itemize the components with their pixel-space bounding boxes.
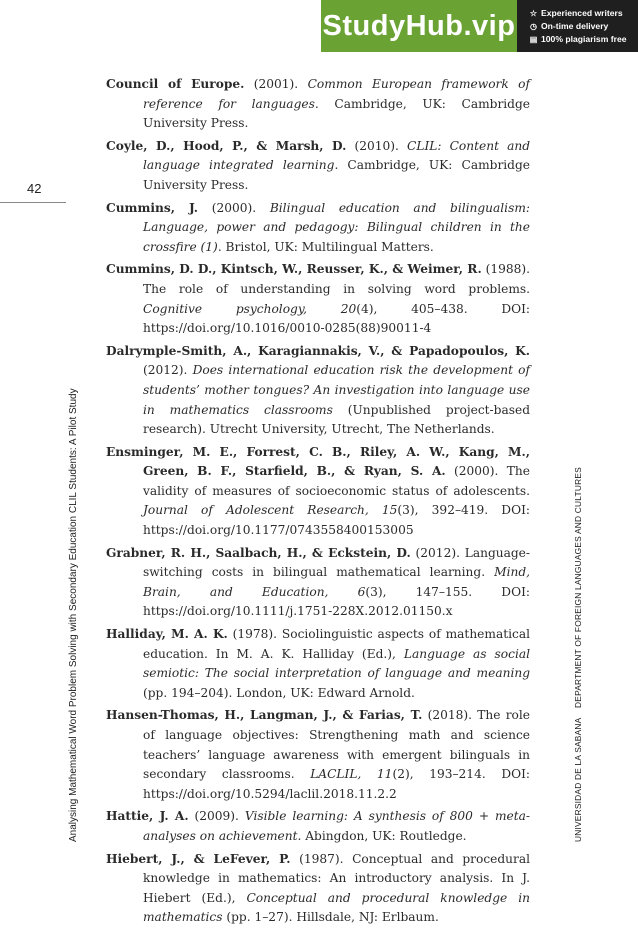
star-icon: ☆ [529, 8, 538, 18]
reference-year: (2000). [198, 200, 270, 215]
reference-year: (2010). [346, 138, 408, 153]
feature-text: Experienced writers [541, 8, 623, 18]
reference-title: Visible learning: A synthesis of 800 + meta-analyses on achievement [143, 809, 531, 843]
reference-entry [106, 137, 530, 196]
reference-source: Mind, Brain, and Education, 6 [143, 565, 530, 599]
reference-text: The role of language objectives: Strengthening math and science teachers’ language awareness with emergent bilinguals in secondary classrooms. [143, 708, 531, 782]
reference-authors: Ensminger, M. E., Forrest, C. B., Riley, A. W., Kang, M., Green, B. F., Starfield, B., & Ryan, S. A. [106, 444, 530, 479]
reference-title: CLIL: Content and language integrated learning [143, 138, 530, 173]
reference-year: (2009). [188, 809, 245, 824]
page-number-rule [0, 202, 66, 203]
clock-icon: ◷ [530, 21, 537, 31]
feature-item [529, 34, 638, 44]
reference-text: (Unpublished project-based research). Utrecht University, Utrecht, The Netherlands. [143, 402, 530, 437]
reference-details: (pp. 194–204). London, UK: Edward Arnold. [143, 685, 415, 700]
reference-authors: Hansen-Thomas, H., Langman, J., & Farias, T. [106, 708, 423, 723]
reference-authors: Hiebert, J., & LeFever, P. [106, 851, 291, 866]
reference-entry [106, 75, 530, 134]
reference-text: Language-switching costs in bilingual mathematical learning. [143, 545, 530, 580]
reference-year: (1988). [481, 262, 530, 277]
reference-text: . Cambridge, UK: Cambridge University Press. [143, 96, 530, 131]
reference-text: The role of understanding in solving word problems. [143, 281, 530, 296]
reference-entry [106, 544, 530, 622]
reference-text: . Abingdon, UK: Routledge. [297, 828, 467, 843]
reference-authors: Coyle, D., Hood, P., & Marsh, D. [106, 138, 347, 153]
reference-entry [106, 625, 530, 703]
feature-item [529, 21, 638, 31]
reference-text: . Bristol, UK: Multilingual Matters. [217, 239, 434, 254]
feature-list [517, 0, 638, 52]
reference-text: The validity of measures of socioeconomic status of adolescents. [143, 464, 530, 498]
promo-banner[interactable] [321, 0, 638, 52]
reference-title: Does international education risk the development of students’ mother tongues? An investigation into language use in mathematics classrooms [143, 363, 530, 417]
reference-year: (1978). [227, 627, 282, 642]
reference-entry [106, 706, 530, 804]
reference-year: (2000). [445, 464, 507, 479]
reference-entry [106, 260, 530, 338]
reference-year: (2001). [244, 77, 308, 91]
reference-title: Common European framework of reference for languages [143, 77, 531, 111]
reference-entry [106, 443, 530, 541]
reference-details: (3), 392–419. DOI: https://doi.org/10.1177/0743558400153005 [143, 503, 530, 538]
feature-text: On-time delivery [541, 21, 609, 31]
page-number: 42 [27, 181, 42, 196]
reference-year: (2018). [422, 708, 478, 723]
reference-text: Sociolinguistic aspects of mathematical education. In M. A. K. Halliday (Ed.), [143, 627, 530, 661]
reference-authors: Council of Europe. [106, 77, 245, 91]
brand-logo[interactable]: StudyHub.vip [321, 0, 517, 52]
feature-item [529, 8, 638, 18]
reference-entry [106, 199, 530, 258]
reference-text: . Cambridge, UK: Cambridge University Press. [143, 158, 530, 192]
reference-year: (2012). [143, 363, 193, 378]
reference-entry [106, 807, 530, 846]
reference-source: LACLIL, 11 [310, 767, 393, 782]
feature-text: 100% plagiarism free [541, 34, 627, 44]
running-title-right: UNIVERSIDAD DE LA SABANA DEPARTMENT OF FOREIGN LANGUAGES AND CULTURES [573, 467, 583, 842]
reference-year: (2012). [410, 545, 465, 560]
reference-text: Conceptual and procedural knowledge in mathematics: An introductory analysis. In J. Hiebert (Ed.), [143, 851, 530, 905]
reference-source: Conceptual and procedural knowledge in mathematics [143, 890, 530, 925]
running-title-left: Analysing Mathematical Word Problem Solving with Secondary Education CLIL Students: A Pilot Study [68, 388, 79, 842]
reference-details: (3), 147–155. DOI: https://doi.org/10.1111/j.1751-228X.2012.01150.x [143, 584, 530, 619]
reference-source: Cognitive psychology, 20 [143, 301, 357, 316]
reference-authors: Hattie, J. A. [106, 809, 189, 824]
reference-entry [106, 342, 530, 440]
reference-title: Bilingual education and bilingualism: Language, power and pedagogy: Bilingual children in the crossfire (1) [143, 200, 530, 254]
reference-source: Language as social semiotic: The social interpretation of language and meaning [143, 646, 531, 681]
reference-source: Journal of Adolescent Research, 15 [143, 503, 398, 518]
reference-entry [106, 850, 530, 928]
reference-details: (2), 193–214. DOI: https://doi.org/10.5294/laclil.2018.11.2.2 [143, 767, 530, 801]
reference-authors: Cummins, D. D., Kintsch, W., Reusser, K., & Weimer, R. [106, 262, 482, 277]
reference-list [106, 75, 530, 931]
reference-authors: Dalrymple-Smith, A., Karagiannakis, V., & Papadopoulos, K. [106, 343, 530, 358]
reference-details: (pp. 1–27). Hillsdale, NJ: Erlbaum. [222, 910, 439, 925]
reference-year: (1987). [290, 851, 353, 866]
document-icon: ▤ [529, 34, 538, 44]
reference-authors: Cummins, J. [106, 200, 199, 215]
reference-details: (4), 405–438. DOI: https://doi.org/10.1016/0010-0285(88)90011-4 [143, 301, 530, 336]
reference-authors: Halliday, M. A. K. [106, 627, 228, 642]
reference-authors: Grabner, R. H., Saalbach, H., & Eckstein, D. [106, 545, 411, 560]
